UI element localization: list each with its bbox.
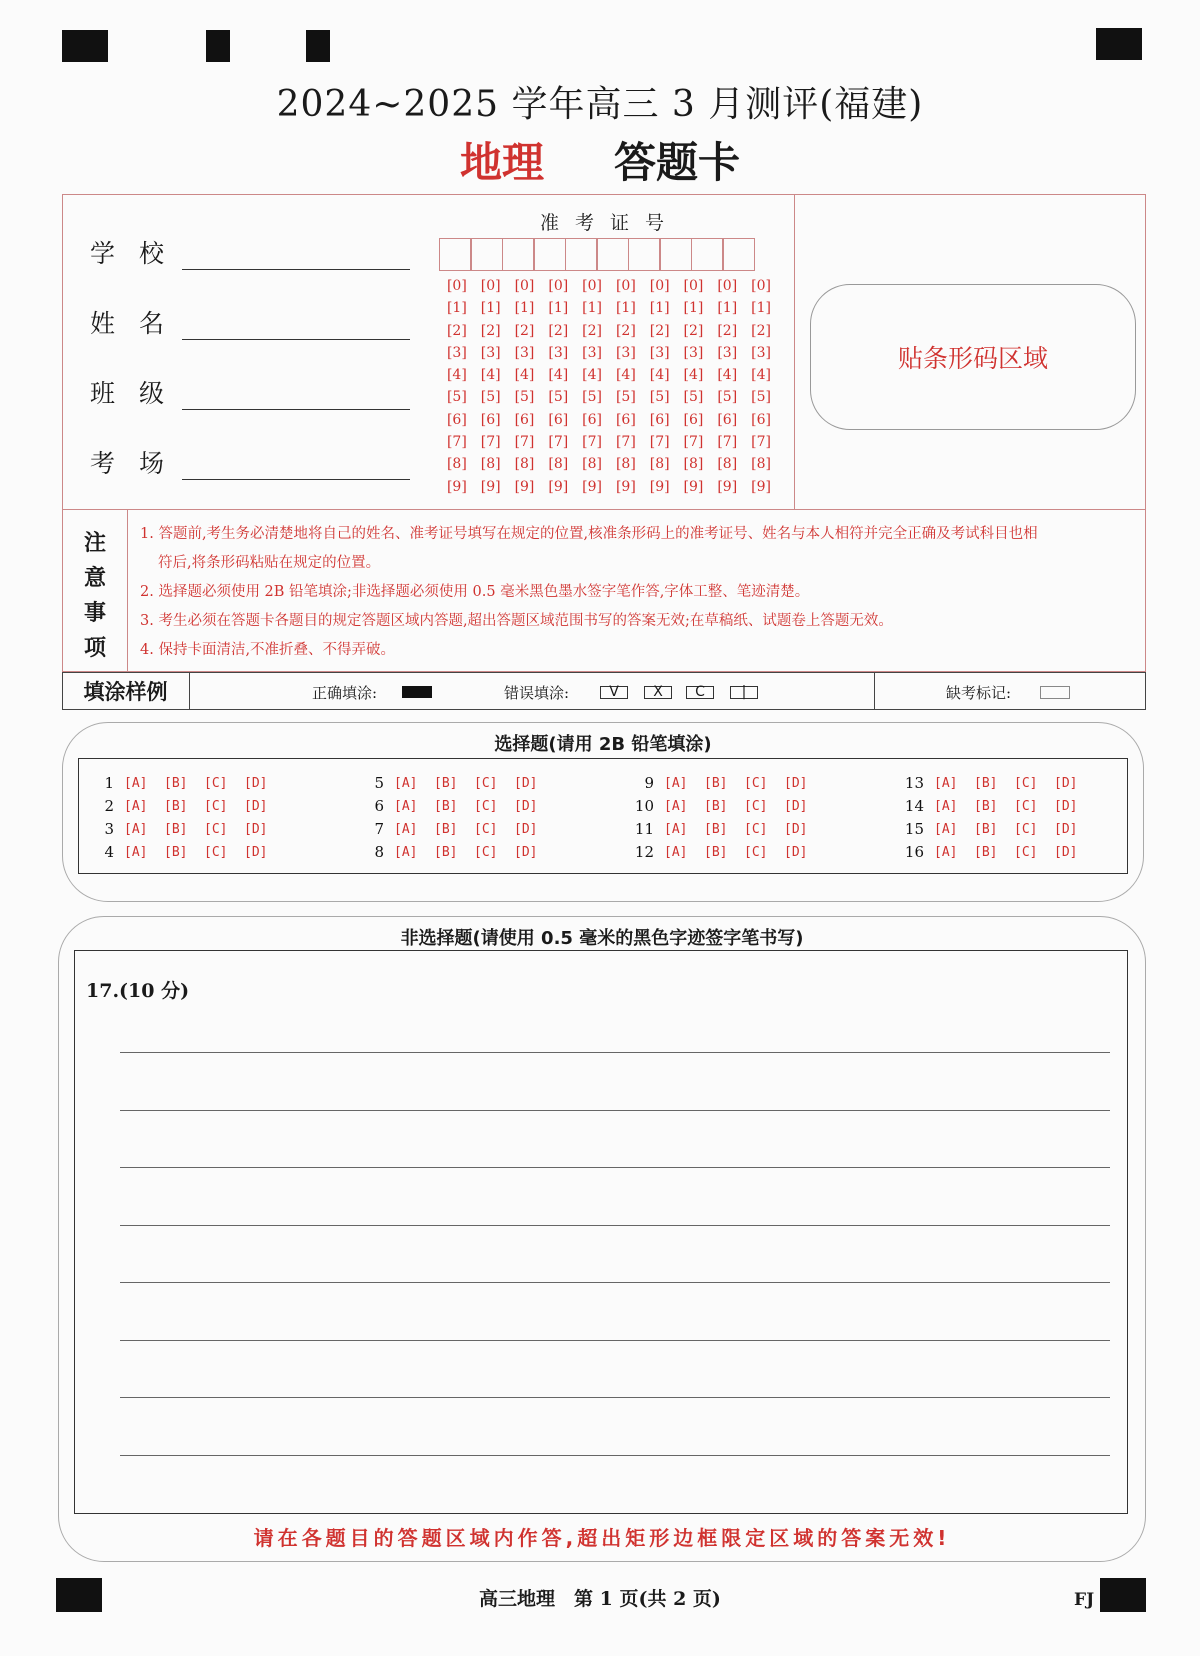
- digit-bubble[interactable]: [7]: [717, 434, 738, 451]
- digit-bubble[interactable]: [9]: [615, 478, 636, 495]
- digit-bubble[interactable]: [6]: [751, 411, 771, 428]
- digit-bubble[interactable]: [4]: [717, 367, 738, 384]
- option-bubble[interactable]: [D]: [244, 845, 268, 860]
- class-input-line[interactable]: [182, 383, 410, 410]
- option-bubble[interactable]: [B]: [704, 845, 728, 860]
- exam-id-box[interactable]: [691, 238, 724, 271]
- option-bubble[interactable]: [A]: [664, 799, 688, 814]
- digit-bubble[interactable]: [0]: [683, 278, 704, 294]
- option-bubble[interactable]: [C]: [744, 822, 768, 837]
- question-group: [898, 772, 1094, 864]
- digit-bubble[interactable]: [2]: [649, 322, 670, 339]
- digit-bubble[interactable]: [0]: [480, 278, 501, 294]
- notice-item: 符后,将条形码粘贴在规定的位置。: [158, 555, 381, 571]
- option-bubble[interactable]: [C]: [204, 799, 228, 814]
- option-bubble[interactable]: [C]: [474, 822, 498, 837]
- digit-bubble[interactable]: [4]: [615, 367, 636, 384]
- question-number: 12: [634, 843, 654, 861]
- exam-id-box[interactable]: [439, 238, 472, 271]
- question-number: 9: [644, 774, 654, 792]
- registration-mark: [306, 30, 330, 62]
- fill-example-label: 填涂样例: [62, 672, 190, 710]
- digit-bubble[interactable]: [1]: [683, 300, 704, 317]
- digit-bubble[interactable]: [5]: [514, 389, 535, 406]
- option-bubble[interactable]: [C]: [204, 776, 228, 791]
- digit-bubble[interactable]: [9]: [548, 478, 569, 495]
- option-bubble[interactable]: [D]: [1054, 845, 1078, 860]
- digit-bubble[interactable]: [8]: [717, 456, 738, 473]
- absent-mark-box[interactable]: [1040, 686, 1070, 699]
- option-bubble[interactable]: [A]: [124, 799, 148, 814]
- digit-row: [440, 412, 780, 434]
- digit-bubble[interactable]: [4]: [548, 367, 569, 384]
- question-number: 16: [904, 843, 924, 861]
- wrong-fill-label: 错误填涂:: [504, 684, 570, 702]
- digit-bubble[interactable]: [3]: [751, 344, 771, 361]
- option-bubble[interactable]: [A]: [934, 845, 958, 860]
- digit-bubble[interactable]: [5]: [683, 389, 704, 406]
- option-bubble[interactable]: [A]: [394, 845, 418, 860]
- choice-question-row: [898, 795, 1094, 818]
- option-bubble[interactable]: [D]: [1054, 776, 1078, 791]
- free-response-title: 非选择题(请使用 0.5 毫米的黑色字迹签字笔书写): [400, 928, 804, 949]
- question-number: 4: [104, 843, 114, 861]
- choice-question-row: [898, 818, 1094, 841]
- option-bubble[interactable]: [D]: [1054, 822, 1078, 837]
- notice-item: 4. 保持卡面清洁,不准折叠、不得弄破。: [140, 642, 396, 658]
- choice-question-row: [88, 795, 284, 818]
- choice-question-row: [88, 772, 284, 795]
- question-number: 2: [104, 797, 114, 815]
- option-bubble[interactable]: [B]: [704, 776, 728, 791]
- digit-bubble[interactable]: [6]: [649, 411, 670, 428]
- digit-bubble[interactable]: [3]: [683, 344, 704, 361]
- digit-bubble[interactable]: [2]: [751, 322, 771, 339]
- name-input-line[interactable]: [182, 313, 410, 340]
- digit-bubble[interactable]: [0]: [514, 278, 535, 294]
- digit-bubble[interactable]: [1]: [717, 300, 738, 317]
- choice-question-row: [358, 795, 554, 818]
- option-bubble[interactable]: [C]: [1014, 822, 1038, 837]
- answer-line[interactable]: [120, 1282, 1110, 1283]
- option-bubble[interactable]: [B]: [164, 845, 188, 860]
- digit-row: [440, 434, 780, 456]
- choice-question-row: [628, 795, 824, 818]
- digit-bubble[interactable]: [6]: [582, 411, 602, 428]
- option-bubble[interactable]: [A]: [124, 776, 148, 791]
- exam-id-box[interactable]: [659, 238, 692, 271]
- digit-row: [440, 345, 780, 367]
- digit-bubble[interactable]: [0]: [649, 278, 670, 294]
- question-number: 13: [904, 774, 924, 792]
- answer-line[interactable]: [120, 1110, 1110, 1111]
- option-bubble[interactable]: [D]: [244, 822, 268, 837]
- exam-id-box[interactable]: [533, 238, 566, 271]
- choice-question-row: [358, 841, 554, 864]
- answer-line[interactable]: [120, 1340, 1110, 1341]
- exam-id-title: 准考证号: [539, 212, 680, 234]
- correct-fill-sample: [402, 686, 432, 698]
- notice-item: 3. 考生必须在答题卡各题目的规定答题区域内答题,超出答题区域范围书写的答案无效;在草稿纸、试题卷上答题无效。: [140, 613, 893, 629]
- digit-bubble[interactable]: [4]: [514, 367, 535, 384]
- option-bubble[interactable]: [B]: [434, 799, 458, 814]
- correct-fill-label: 正确填涂:: [312, 684, 378, 702]
- option-bubble[interactable]: [D]: [514, 822, 538, 837]
- exam-id-box[interactable]: [722, 238, 755, 271]
- digit-bubble[interactable]: [2]: [717, 322, 738, 339]
- digit-bubble[interactable]: [9]: [649, 478, 670, 495]
- digit-bubble[interactable]: [1]: [548, 300, 569, 317]
- option-bubble[interactable]: [B]: [704, 822, 728, 837]
- digit-bubble[interactable]: [8]: [514, 456, 535, 473]
- option-bubble[interactable]: [B]: [974, 845, 998, 860]
- option-bubble[interactable]: [D]: [514, 799, 538, 814]
- digit-bubble[interactable]: [5]: [446, 389, 467, 406]
- choice-question-row: [358, 772, 554, 795]
- digit-bubble[interactable]: [9]: [683, 478, 704, 495]
- digit-bubble[interactable]: [6]: [683, 411, 704, 428]
- digit-bubble[interactable]: [3]: [717, 344, 738, 361]
- option-bubble[interactable]: [B]: [434, 845, 458, 860]
- digit-bubble[interactable]: [7]: [480, 434, 501, 451]
- option-bubble[interactable]: [B]: [434, 822, 458, 837]
- digit-bubble[interactable]: [4]: [582, 367, 602, 384]
- exam-id-bubble-grid[interactable]: [440, 278, 780, 501]
- digit-bubble[interactable]: [7]: [615, 434, 636, 451]
- digit-row: [440, 278, 780, 300]
- option-bubble[interactable]: [D]: [784, 799, 808, 814]
- digit-bubble[interactable]: [1]: [751, 300, 771, 317]
- digit-bubble[interactable]: [3]: [582, 344, 602, 361]
- exam-id-box[interactable]: [565, 238, 598, 271]
- digit-bubble[interactable]: [7]: [446, 434, 467, 451]
- digit-bubble[interactable]: [5]: [717, 389, 738, 406]
- option-bubble[interactable]: [B]: [704, 799, 728, 814]
- digit-bubble[interactable]: [6]: [514, 411, 535, 428]
- digit-bubble[interactable]: [6]: [548, 411, 569, 428]
- wrong-fill-circle-sample: C: [686, 686, 714, 699]
- option-bubble[interactable]: [B]: [164, 799, 188, 814]
- digit-bubble[interactable]: [9]: [582, 478, 602, 495]
- digit-bubble[interactable]: [4]: [649, 367, 670, 384]
- option-bubble[interactable]: [C]: [474, 845, 498, 860]
- question-number: 1: [104, 774, 114, 792]
- digit-bubble[interactable]: [7]: [582, 434, 602, 451]
- question-number: 5: [374, 774, 384, 792]
- choice-question-row: [898, 772, 1094, 795]
- digit-bubble[interactable]: [3]: [649, 344, 670, 361]
- card-name: 答题卡: [614, 138, 741, 187]
- school-input-line[interactable]: [182, 243, 410, 270]
- digit-bubble[interactable]: [3]: [446, 344, 467, 361]
- digit-bubble[interactable]: [1]: [582, 300, 602, 317]
- question-number: 6: [374, 797, 384, 815]
- option-bubble[interactable]: [C]: [474, 776, 498, 791]
- divider: [794, 194, 795, 510]
- digit-bubble[interactable]: [9]: [751, 478, 771, 495]
- option-bubble[interactable]: [A]: [934, 776, 958, 791]
- digit-bubble[interactable]: [8]: [548, 456, 569, 473]
- region-code: FJ: [1074, 1590, 1095, 1610]
- option-bubble[interactable]: [D]: [244, 799, 268, 814]
- digit-bubble[interactable]: [3]: [480, 344, 501, 361]
- digit-bubble[interactable]: [7]: [514, 434, 535, 451]
- exam-id-box[interactable]: [628, 238, 661, 271]
- digit-row: [440, 323, 780, 345]
- notice-items: [140, 520, 1140, 665]
- digit-row: [440, 367, 780, 389]
- option-bubble[interactable]: [A]: [664, 845, 688, 860]
- option-bubble[interactable]: [B]: [164, 822, 188, 837]
- registration-mark: [206, 30, 230, 62]
- question-number: 3: [104, 820, 114, 838]
- wrong-fill-line-sample: |: [730, 686, 758, 699]
- digit-bubble[interactable]: [1]: [514, 300, 535, 317]
- field-label: 考 场: [90, 449, 172, 478]
- digit-bubble[interactable]: [2]: [480, 322, 501, 339]
- digit-row: [440, 389, 780, 411]
- digit-bubble[interactable]: [0]: [751, 278, 771, 294]
- digit-bubble[interactable]: [4]: [446, 367, 467, 384]
- option-bubble[interactable]: [D]: [784, 845, 808, 860]
- digit-bubble[interactable]: [0]: [717, 278, 738, 294]
- page-title: 2024~2025 学年高三 3 月测评(福建): [276, 84, 924, 125]
- exam-room-field[interactable]: [90, 444, 410, 480]
- absent-mark-label: 缺考标记:: [946, 684, 1012, 702]
- digit-bubble[interactable]: [9]: [514, 478, 535, 495]
- digit-bubble[interactable]: [1]: [649, 300, 670, 317]
- answer-line[interactable]: [120, 1225, 1110, 1226]
- digit-bubble[interactable]: [2]: [514, 322, 535, 339]
- digit-bubble[interactable]: [4]: [683, 367, 704, 384]
- question-number: 17.(10 分): [86, 980, 190, 1002]
- digit-bubble[interactable]: [8]: [649, 456, 670, 473]
- exam-room-input-line[interactable]: [182, 453, 410, 480]
- option-bubble[interactable]: [C]: [474, 799, 498, 814]
- notice-item: 2. 选择题必须使用 2B 铅笔填涂;非选择题必须使用 0.5 毫米黑色墨水签字笔作答,字体工整、笔迹清楚。: [140, 584, 810, 600]
- digit-bubble[interactable]: [4]: [751, 367, 771, 384]
- answer-area-warning: 请在各题目的答题区域内作答,超出矩形边框限定区域的答案无效!: [253, 1526, 951, 1550]
- digit-bubble[interactable]: [5]: [548, 389, 569, 406]
- option-bubble[interactable]: [A]: [934, 799, 958, 814]
- digit-bubble[interactable]: [3]: [514, 344, 535, 361]
- option-bubble[interactable]: [B]: [434, 776, 458, 791]
- digit-bubble[interactable]: [7]: [683, 434, 704, 451]
- option-bubble[interactable]: [C]: [744, 776, 768, 791]
- digit-bubble[interactable]: [6]: [480, 411, 501, 428]
- free-response-answer-box[interactable]: [74, 950, 1128, 1514]
- digit-bubble[interactable]: [5]: [615, 389, 636, 406]
- page-subtitle: [0, 130, 1200, 190]
- digit-bubble[interactable]: [9]: [717, 478, 738, 495]
- exam-id-box[interactable]: [502, 238, 535, 271]
- digit-bubble[interactable]: [9]: [446, 478, 467, 495]
- digit-bubble[interactable]: [8]: [751, 456, 771, 473]
- digit-bubble[interactable]: [5]: [582, 389, 602, 406]
- digit-bubble[interactable]: [2]: [446, 322, 467, 339]
- option-bubble[interactable]: [B]: [164, 776, 188, 791]
- digit-bubble[interactable]: [1]: [446, 300, 467, 317]
- answer-line[interactable]: [120, 1397, 1110, 1398]
- question-number: 15: [904, 820, 924, 838]
- barcode-area: 贴条形码区域: [810, 284, 1136, 430]
- choice-question-row: [628, 841, 824, 864]
- digit-bubble[interactable]: [0]: [446, 278, 467, 294]
- name-field[interactable]: [90, 304, 410, 340]
- subject-name: 地理: [459, 138, 544, 187]
- exam-id-boxes[interactable]: [440, 238, 755, 271]
- option-bubble[interactable]: [A]: [124, 845, 148, 860]
- field-label: 学 校: [90, 239, 172, 268]
- registration-mark: [1096, 28, 1142, 60]
- digit-bubble[interactable]: [0]: [548, 278, 569, 294]
- option-bubble[interactable]: [A]: [934, 822, 958, 837]
- question-group: [88, 772, 284, 864]
- digit-bubble[interactable]: [7]: [548, 434, 569, 451]
- digit-bubble[interactable]: [8]: [615, 456, 636, 473]
- digit-bubble[interactable]: [2]: [548, 322, 569, 339]
- option-bubble[interactable]: [B]: [974, 776, 998, 791]
- digit-bubble[interactable]: [2]: [683, 322, 704, 339]
- class-field[interactable]: [90, 374, 410, 410]
- digit-bubble[interactable]: [4]: [480, 367, 501, 384]
- choice-question-row: [88, 818, 284, 841]
- question-group: [628, 772, 824, 864]
- option-bubble[interactable]: [D]: [244, 776, 268, 791]
- exam-id-box[interactable]: [596, 238, 629, 271]
- option-bubble[interactable]: [B]: [974, 822, 998, 837]
- choice-question-row: [88, 841, 284, 864]
- digit-bubble[interactable]: [8]: [683, 456, 704, 473]
- school-field[interactable]: [90, 234, 410, 270]
- digit-bubble[interactable]: [5]: [751, 389, 771, 406]
- digit-bubble[interactable]: [8]: [446, 456, 467, 473]
- option-bubble[interactable]: [A]: [664, 776, 688, 791]
- answer-line[interactable]: [120, 1052, 1110, 1053]
- choice-question-row: [628, 772, 824, 795]
- option-bubble[interactable]: [A]: [394, 799, 418, 814]
- answer-line[interactable]: [120, 1167, 1110, 1168]
- digit-bubble[interactable]: [0]: [582, 278, 602, 294]
- option-bubble[interactable]: [C]: [744, 845, 768, 860]
- question-number: 10: [634, 797, 654, 815]
- option-bubble[interactable]: [B]: [974, 799, 998, 814]
- question-number: 14: [904, 797, 924, 815]
- option-bubble[interactable]: [C]: [1014, 776, 1038, 791]
- option-bubble[interactable]: [C]: [1014, 799, 1038, 814]
- digit-bubble[interactable]: [3]: [615, 344, 636, 361]
- option-bubble[interactable]: [D]: [514, 845, 538, 860]
- digit-row: [440, 300, 780, 322]
- answer-line[interactable]: [120, 1455, 1110, 1456]
- option-bubble[interactable]: [A]: [394, 776, 418, 791]
- option-bubble[interactable]: [A]: [394, 822, 418, 837]
- page-footer: 高三地理 第 1 页(共 2 页): [479, 1588, 721, 1610]
- option-bubble[interactable]: [D]: [784, 776, 808, 791]
- digit-bubble[interactable]: [7]: [649, 434, 670, 451]
- digit-row: [440, 456, 780, 478]
- digit-bubble[interactable]: [1]: [615, 300, 636, 317]
- option-bubble[interactable]: [D]: [784, 822, 808, 837]
- question-number: 7: [374, 820, 384, 838]
- digit-bubble[interactable]: [6]: [717, 411, 738, 428]
- digit-bubble[interactable]: [5]: [649, 389, 670, 406]
- notice-item: 1. 答题前,考生务必清楚地将自己的姓名、准考证号填写在规定的位置,核准条形码上的准考证号、姓名与本人相符并完全正确及考试科目也相: [140, 526, 1038, 542]
- digit-bubble[interactable]: [2]: [615, 322, 636, 339]
- digit-bubble[interactable]: [2]: [582, 322, 602, 339]
- option-bubble[interactable]: [A]: [124, 822, 148, 837]
- option-bubble[interactable]: [D]: [514, 776, 538, 791]
- notice-label: 注意事项: [83, 530, 106, 661]
- digit-bubble[interactable]: [7]: [751, 434, 771, 451]
- option-bubble[interactable]: [D]: [1054, 799, 1078, 814]
- digit-bubble[interactable]: [6]: [615, 411, 636, 428]
- digit-bubble[interactable]: [1]: [480, 300, 501, 317]
- choice-question-row: [628, 818, 824, 841]
- digit-bubble[interactable]: [5]: [480, 389, 501, 406]
- choice-question-row: [898, 841, 1094, 864]
- digit-bubble[interactable]: [8]: [480, 456, 501, 473]
- option-bubble[interactable]: [C]: [204, 822, 228, 837]
- choice-section-title: 选择题(请用 2B 铅笔填涂): [494, 734, 712, 755]
- wrong-fill-check-sample: V: [600, 686, 628, 699]
- question-group: [358, 772, 554, 864]
- wrong-fill-cross-sample: X: [644, 686, 672, 699]
- exam-id-box[interactable]: [470, 238, 503, 271]
- question-number: 8: [374, 843, 384, 861]
- digit-bubble[interactable]: [0]: [615, 278, 636, 294]
- field-label: 姓 名: [90, 309, 172, 338]
- digit-bubble[interactable]: [6]: [446, 411, 467, 428]
- digit-row: [440, 479, 780, 501]
- digit-bubble[interactable]: [3]: [548, 344, 569, 361]
- digit-bubble[interactable]: [8]: [582, 456, 602, 473]
- digit-bubble[interactable]: [9]: [480, 478, 501, 495]
- field-label: 班 级: [90, 379, 172, 408]
- option-bubble[interactable]: [C]: [1014, 845, 1038, 860]
- registration-mark: [62, 30, 108, 62]
- option-bubble[interactable]: [A]: [664, 822, 688, 837]
- divider: [874, 672, 875, 710]
- question-number: 11: [634, 820, 654, 838]
- choice-question-row: [358, 818, 554, 841]
- option-bubble[interactable]: [C]: [744, 799, 768, 814]
- option-bubble[interactable]: [C]: [204, 845, 228, 860]
